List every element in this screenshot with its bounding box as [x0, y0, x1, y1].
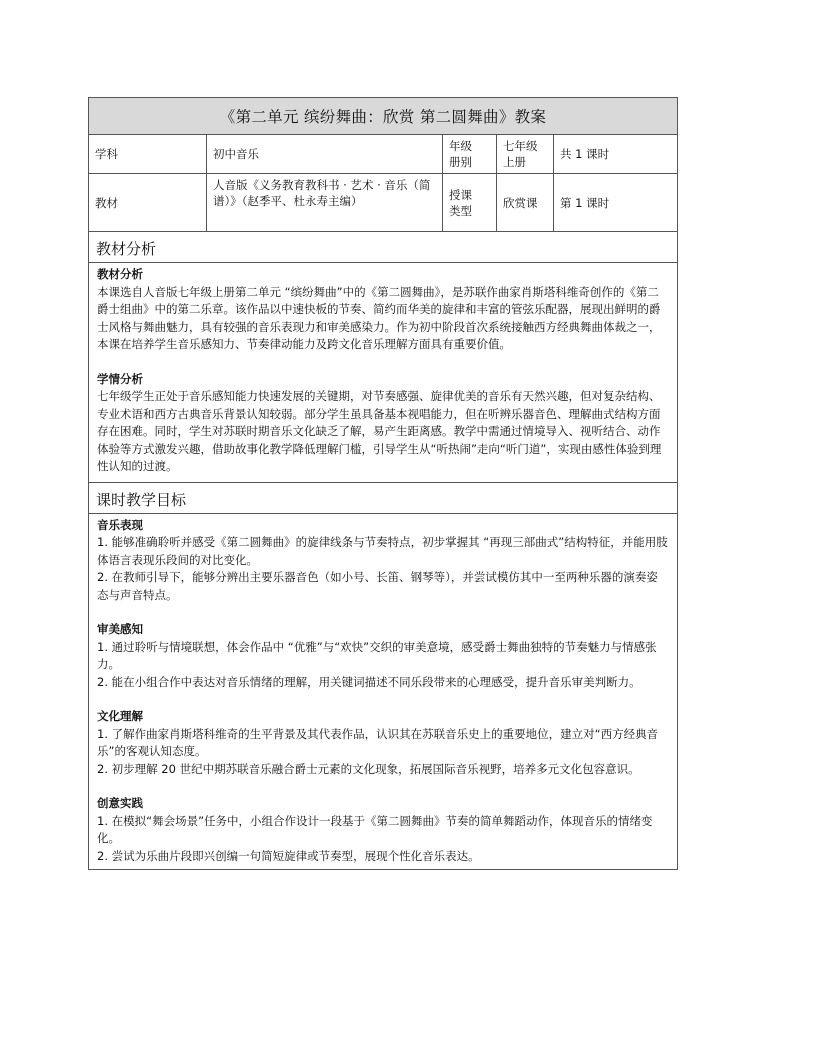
goal-item: 1. 了解作曲家肖斯塔科维奇的生平背景及其代表作品，认识其在苏联音乐史上的重要地位，建立对“西方经典音乐”的客观认知态度。	[97, 726, 659, 758]
goals-body	[89, 514, 677, 870]
lesson-number: 第 1 课时	[560, 195, 610, 210]
student-analysis-text: 七年级学生正处于音乐感知能力快速发展的关键期，对节奏感强、旋律优美的音乐有天然兴趣，但对复杂结构、专业术语和西方古典音乐背景认知较弱。部分学生虽具备基本视唱能力，但在听辨乐器音色、理解曲式结构方面存在困难。同时，学生对苏联时期音乐文化缺乏了解，易产生距离感。教学中需通过情境导入、视听结合、动作体验等方式激发兴趣，借助故事化教学降低理解门槛，引导学生从“听热闹”走向“听门道”，实现由感性体验到理性认知的过渡。	[97, 389, 662, 473]
lesson-type-label: 授课 类型	[443, 174, 497, 231]
goal-group-title: 创意实践	[97, 796, 143, 810]
goal-group-title: 音乐表现	[97, 517, 143, 532]
goal-group-title: 审美感知	[97, 622, 143, 636]
document-title: 《第二单元 缤纷舞曲：欣赏 第二圆舞曲》教案	[89, 98, 677, 135]
goal-item: 2. 在教师引导下，能够分辨出主要乐器音色（如小号、长笛、钢琴等），并尝试模仿其中一至两种乐器的演奏姿态与声音特点。	[97, 570, 658, 602]
goal-item: 2. 尝试为乐曲片段即兴创编一句简短旋律或节奏型，展现个性化音乐表达。	[97, 848, 480, 863]
subject-label: 学科	[89, 135, 207, 173]
analysis-heading: 教材分析	[89, 232, 677, 263]
student-analysis-title: 学情分析	[97, 371, 143, 386]
lesson-type-value: 欣赏课	[497, 174, 554, 231]
textbook-label: 教材	[89, 174, 207, 231]
goal-item: 2. 能在小组合作中表达对音乐情绪的理解，用关键词描述不同乐段带来的心理感受，提升音乐审美判断力。	[97, 674, 641, 689]
lesson-plan-document	[88, 97, 678, 870]
total-hours: 共 1 课时	[560, 147, 610, 161]
goal-item: 1. 能够准确聆听并感受《第二圆舞曲》的旋律线条与节奏特点，初步掌握其 “再现三部曲式”结构特征，并能用肢体语言表现乐段间的对比变化。	[97, 535, 668, 567]
goal-group-title: 文化理解	[97, 709, 143, 723]
goal-item: 1. 通过聆听与情境联想，体会作品中 “优雅”与“欢快”交织的审美意境，感受爵士舞曲独特的节奏魅力与情感张力。	[97, 639, 657, 671]
info-row-1	[89, 135, 677, 174]
goal-item: 1. 在模拟“舞会场景”任务中，小组合作设计一段基于《第二圆舞曲》节奏的简单舞蹈动作，体现音乐的情绪变化。	[97, 813, 653, 845]
textbook-value: 人音版《义务教育教科书 · 艺术 · 音乐（简谱）》（赵季平、杜永寿主编）	[207, 174, 443, 231]
subject-value: 初中音乐	[207, 135, 443, 173]
goals-heading: 课时教学目标	[89, 483, 677, 514]
textbook-analysis-title: 教材分析	[97, 267, 143, 281]
textbook-analysis-text: 本课选自人音版七年级上册第二单元 “缤纷舞曲”中的《第二圆舞曲》，是苏联作曲家肖斯塔科维奇创作的《第二爵士组曲》中的第二乐章。该作品以中速快板的节奏、简约而华美的旋律和丰富的管弦乐配器，展现出鲜明的爵士风格与舞曲魅力，具有较强的音乐表现力和审美感染力。作为初中阶段首次系统接触西方经典舞曲体裁之一，本课在培养学生音乐感知力、节奏律动能力及跨文化音乐理解方面具有重要价值。	[97, 284, 661, 351]
info-row-2	[89, 174, 677, 232]
goal-item: 2. 初步理解 20 世纪中期苏联音乐融合爵士元素的文化现象，拓展国际音乐视野，培养多元文化包容意识。	[97, 761, 640, 776]
analysis-body	[89, 263, 677, 483]
grade-label: 年级 册别	[443, 135, 497, 173]
grade-value: 七年级 上册	[497, 135, 554, 173]
